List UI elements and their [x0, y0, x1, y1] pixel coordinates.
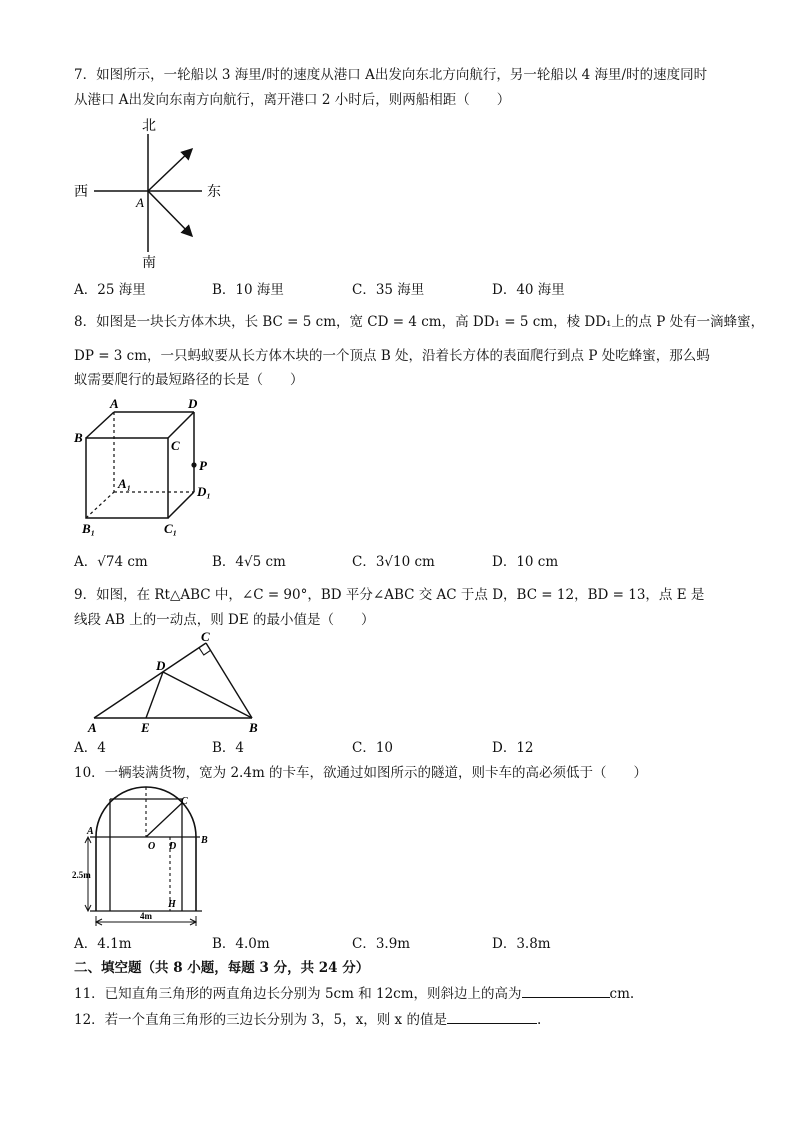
q9-label-d: D — [156, 658, 166, 673]
q9-label-c: C — [201, 630, 210, 644]
q11-text: 11．已知直角三角形的两直角边长分别为 5cm 和 12cm，则斜边上的高为 — [74, 986, 522, 1002]
q9-option-c[interactable]: C．10 — [352, 740, 394, 756]
q10-line1: 10．一辆装满货物，宽为 2.4m 的卡车，欲通过如图所示的隧道，则卡车的高必须低于（ ） — [74, 765, 648, 781]
q9-label-a: A — [88, 720, 97, 734]
q8-label-b: B — [74, 430, 83, 445]
q8-label-p: P — [199, 458, 207, 473]
q9-triangle-figure — [84, 630, 274, 734]
q8-label-d1: D₁ — [197, 484, 211, 499]
q8-label-a1: A₁ — [118, 476, 132, 491]
q8-line3: 蚁需要爬行的最短路径的长是（ ） — [74, 372, 304, 388]
q7-option-a[interactable]: A．25 海里 — [74, 282, 146, 298]
q10-option-c[interactable]: C．3.9m — [352, 936, 411, 952]
q10-option-a[interactable]: A．4.1m — [74, 936, 132, 952]
q7-label-west: 西 — [74, 185, 88, 200]
q7-label-east: 东 — [207, 185, 221, 200]
q7-compass-figure — [70, 112, 240, 272]
q7-option-c[interactable]: C．35 海里 — [352, 282, 425, 298]
q7-line1: 7．如图所示，一轮船以 3 海里/时的速度从港口 A出发向东北方向航行，另一轮船以 4 海里/时的速度同时 — [74, 67, 708, 83]
q8-label-b1: B₁ — [82, 521, 96, 536]
q10-label-c: C — [181, 796, 188, 807]
q8-cuboid-figure — [72, 396, 232, 538]
section2-title: 二、填空题（共 8 小题，每题 3 分，共 24 分） — [74, 960, 370, 976]
q8-label-c1: C₁ — [164, 521, 178, 536]
q7-label-a: A — [136, 195, 144, 210]
q7-label-south: 南 — [142, 256, 156, 271]
q9-option-a[interactable]: A．4 — [74, 740, 106, 756]
q10-option-d[interactable]: D．3.8m — [492, 936, 551, 952]
q8-line2: DP = 3 cm，一只蚂蚁要从长方体木块的一个顶点 B 处，沿着长方体的表面爬行到点 P 处吃蜂蜜，那么蚂 — [74, 348, 710, 364]
q8-option-b[interactable]: B．4√5 cm — [212, 554, 286, 570]
q8-option-a[interactable]: A．√74 cm — [74, 554, 148, 570]
q10-label-d: D — [169, 841, 177, 852]
q10-label-height: 2.5m — [72, 870, 91, 880]
q9-label-b: B — [249, 720, 258, 734]
q11-tail: cm. — [609, 986, 635, 1002]
q9-option-b[interactable]: B．4 — [212, 740, 245, 756]
q12-text: 12．若一个直角三角形的三边长分别为 3，5，x，则 x 的值是 — [74, 1012, 447, 1028]
q7-label-north: 北 — [142, 119, 156, 134]
q11 — [74, 985, 634, 1003]
q8-label-a: A — [110, 396, 119, 411]
q10-label-a: A — [87, 826, 94, 837]
q8-option-c[interactable]: C．3√10 cm — [352, 554, 435, 570]
q12-tail: . — [536, 1012, 542, 1028]
q12-answer-blank[interactable] — [447, 1011, 537, 1024]
q7-option-b[interactable]: B．10 海里 — [212, 282, 284, 298]
q8-option-d[interactable]: D．10 cm — [492, 554, 559, 570]
q9-label-e: E — [141, 720, 150, 734]
q10-option-b[interactable]: B．4.0m — [212, 936, 270, 952]
q7-line2: 从港口 A出发向东南方向航行，离开港口 2 小时后，则两船相距（ ） — [74, 92, 511, 108]
q11-answer-blank[interactable] — [522, 985, 610, 998]
q10-label-h: H — [168, 899, 176, 910]
q8-label-c: C — [171, 438, 180, 453]
q7-option-d[interactable]: D．40 海里 — [492, 282, 565, 298]
q8-label-d: D — [188, 396, 198, 411]
q10-label-o: O — [148, 841, 156, 852]
q12 — [74, 1011, 541, 1029]
q10-label-b: B — [201, 835, 208, 846]
q9-line2: 线段 AB 上的一动点，则 DE 的最小值是（ ） — [74, 612, 375, 628]
q10-tunnel-figure — [70, 786, 220, 932]
q9-option-d[interactable]: D．12 — [492, 740, 534, 756]
q10-label-width: 4m — [140, 911, 152, 921]
q9-line1: 9．如图，在 Rt△ABC 中，∠C = 90°，BD 平分∠ABC 交 AC 于点 D，BC = 12，BD = 13，点 E 是 — [74, 587, 705, 603]
q8-line1: 8．如图是一块长方体木块，长 BC = 5 cm，宽 CD = 4 cm，高 DD₁ = 5 cm，棱 DD₁上的点 P 处有一滴蜂蜜， — [74, 314, 765, 330]
